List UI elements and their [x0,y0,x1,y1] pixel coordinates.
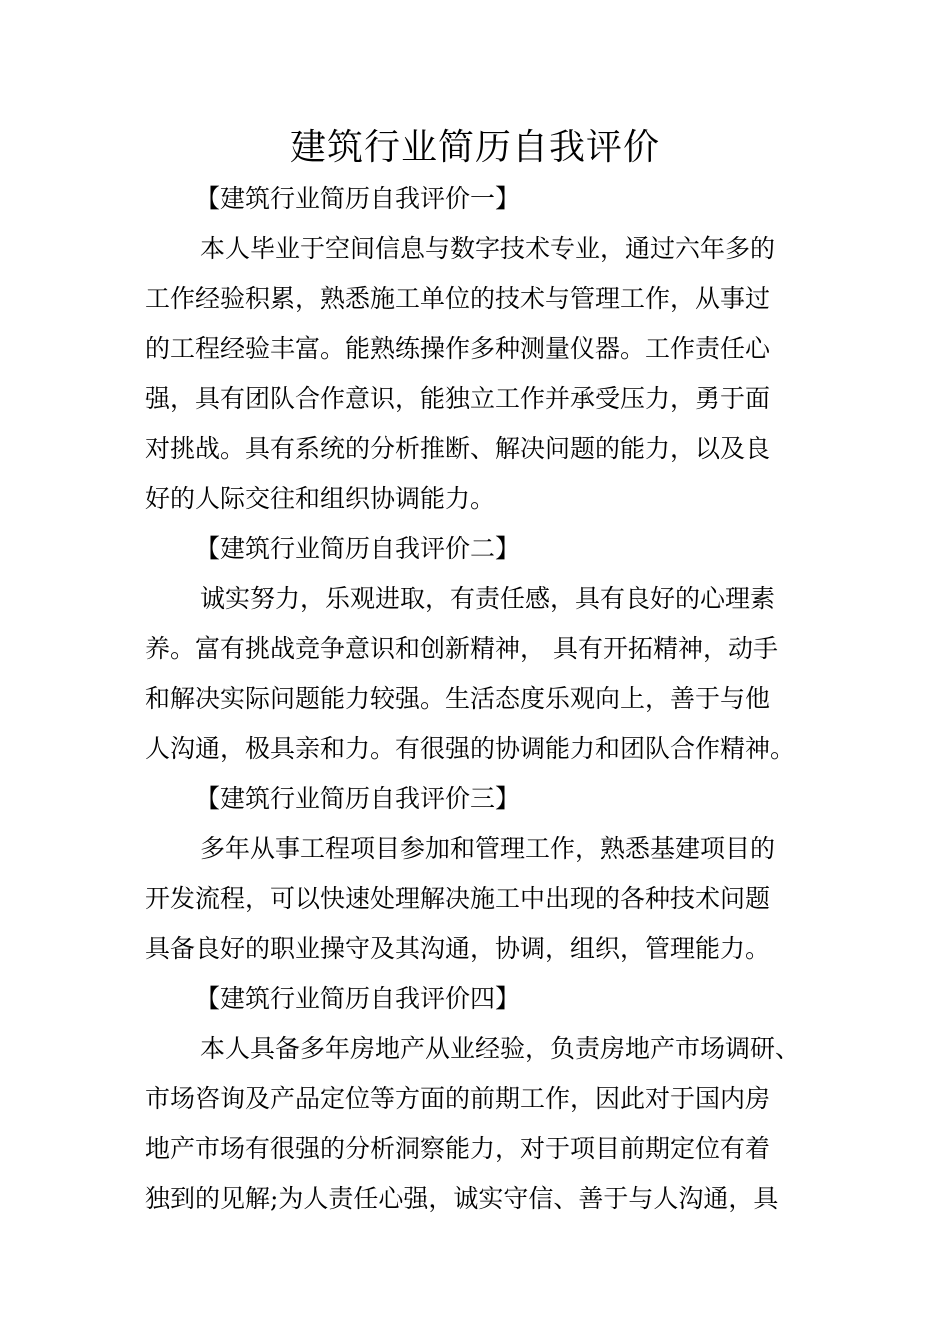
paragraph-line: 地产市场有很强的分析洞察能力，对于项目前期定位有着 [145,1134,771,1163]
paragraph-line: 养。富有挑战竞争意识和创新精神， 具有开拓精神，动手 [145,634,778,663]
section-heading-4: 【建筑行业简历自我评价四】 [195,984,521,1013]
paragraph-line: 多年从事工程项目参加和管理工作，熟悉基建项目的 [200,834,776,863]
section-paragraph-2 [145,574,813,774]
section-paragraph-3 [145,824,813,974]
paragraph-line: 人沟通，极具亲和力。有很强的协调能力和团队合作精神。 [145,734,796,763]
paragraph-line: 本人毕业于空间信息与数字技术专业，通过六年多的 [200,234,776,263]
paragraph-line: 具备良好的职业操守及其沟通，协调，组织，管理能力。 [145,934,771,963]
paragraph-line: 的工程经验丰富。能熟练操作多种测量仪器。工作责任心 [145,334,771,363]
paragraph-line: 独到的见解;为人责任心强，诚实守信、善于与人沟通，具 [145,1184,779,1213]
paragraph-line: 好的人际交往和组织协调能力。 [145,484,496,513]
document-body [145,174,813,1224]
paragraph-line: 诚实努力，乐观进取，有责任感，具有良好的心理素 [200,584,776,613]
section-heading-3: 【建筑行业简历自我评价三】 [195,784,521,813]
paragraph-line: 强，具有团队合作意识，能独立工作并承受压力，勇于面 [145,384,771,413]
paragraph-line: 对挑战。具有系统的分析推断、解决问题的能力，以及良 [145,434,771,463]
section-paragraph-1 [145,224,813,524]
paragraph-line: 本人具备多年房地产从业经验，负责房地产市场调研、 [200,1034,801,1063]
section-paragraph-4 [145,1024,813,1224]
paragraph-line: 和解决实际问题能力较强。生活态度乐观向上，善于与他 [145,684,771,713]
section-heading-2: 【建筑行业简历自我评价二】 [195,534,521,563]
paragraph-line: 市场咨询及产品定位等方面的前期工作，因此对于国内房 [145,1084,771,1113]
document-title: 建筑行业简历自我评价 [289,127,660,168]
paragraph-line: 工作经验积累，熟悉施工单位的技术与管理工作，从事过 [145,284,771,313]
section-heading-1: 【建筑行业简历自我评价一】 [195,184,521,213]
paragraph-line: 开发流程，可以快速处理解决施工中出现的各种技术问题 [145,884,771,913]
